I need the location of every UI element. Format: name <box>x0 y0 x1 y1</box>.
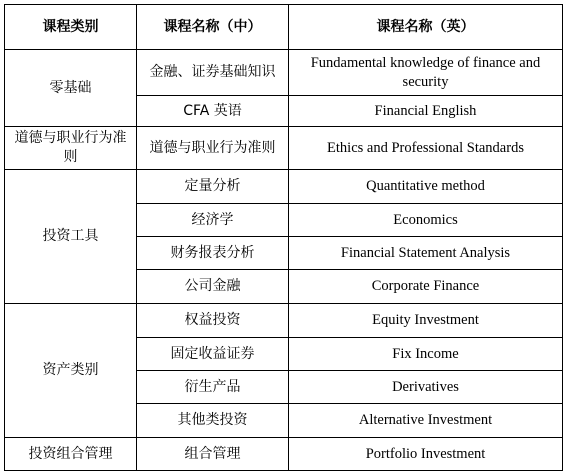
category-cell: 投资组合管理 <box>5 438 137 471</box>
header-name-cn: 课程名称（中） <box>137 5 289 50</box>
course-name-en: Equity Investment <box>289 304 563 338</box>
course-name-cn: 权益投资 <box>137 304 289 338</box>
course-name-cn: 财务报表分析 <box>137 237 289 270</box>
category-cell: 道德与职业行为准则 <box>5 127 137 170</box>
course-name-en: Quantitative method <box>289 170 563 204</box>
course-name-cn: CFA 英语 <box>137 96 289 127</box>
course-name-cn: 组合管理 <box>137 438 289 471</box>
header-name-en: 课程名称（英） <box>289 5 563 50</box>
course-name-en: Financial Statement Analysis <box>289 237 563 270</box>
table-row <box>5 127 563 170</box>
course-name-cn: 公司金融 <box>137 270 289 304</box>
table-row <box>5 50 563 96</box>
table-row <box>5 170 563 204</box>
course-table <box>4 4 563 471</box>
course-name-en: Alternative Investment <box>289 404 563 438</box>
course-name-cn: 固定收益证券 <box>137 338 289 371</box>
course-name-en: Economics <box>289 204 563 237</box>
course-name-en: Portfolio Investment <box>289 438 563 471</box>
course-name-cn: 道德与职业行为准则 <box>137 127 289 170</box>
course-name-cn: 其他类投资 <box>137 404 289 438</box>
table-row <box>5 438 563 471</box>
header-category: 课程类别 <box>5 5 137 50</box>
table-row <box>5 304 563 338</box>
course-name-en: Fix Income <box>289 338 563 371</box>
course-name-en: Corporate Finance <box>289 270 563 304</box>
course-name-en: Derivatives <box>289 371 563 404</box>
course-name-en: Ethics and Professional Standards <box>289 127 563 170</box>
course-name-cn: 定量分析 <box>137 170 289 204</box>
header-row <box>5 5 563 50</box>
course-name-cn: 衍生产品 <box>137 371 289 404</box>
course-name-en: Financial English <box>289 96 563 127</box>
category-cell: 投资工具 <box>5 170 137 304</box>
category-cell: 资产类别 <box>5 304 137 438</box>
course-name-cn: 金融、证券基础知识 <box>137 50 289 96</box>
course-name-cn: 经济学 <box>137 204 289 237</box>
category-cell: 零基础 <box>5 50 137 127</box>
course-name-en: Fundamental knowledge of finance and security <box>289 50 563 96</box>
